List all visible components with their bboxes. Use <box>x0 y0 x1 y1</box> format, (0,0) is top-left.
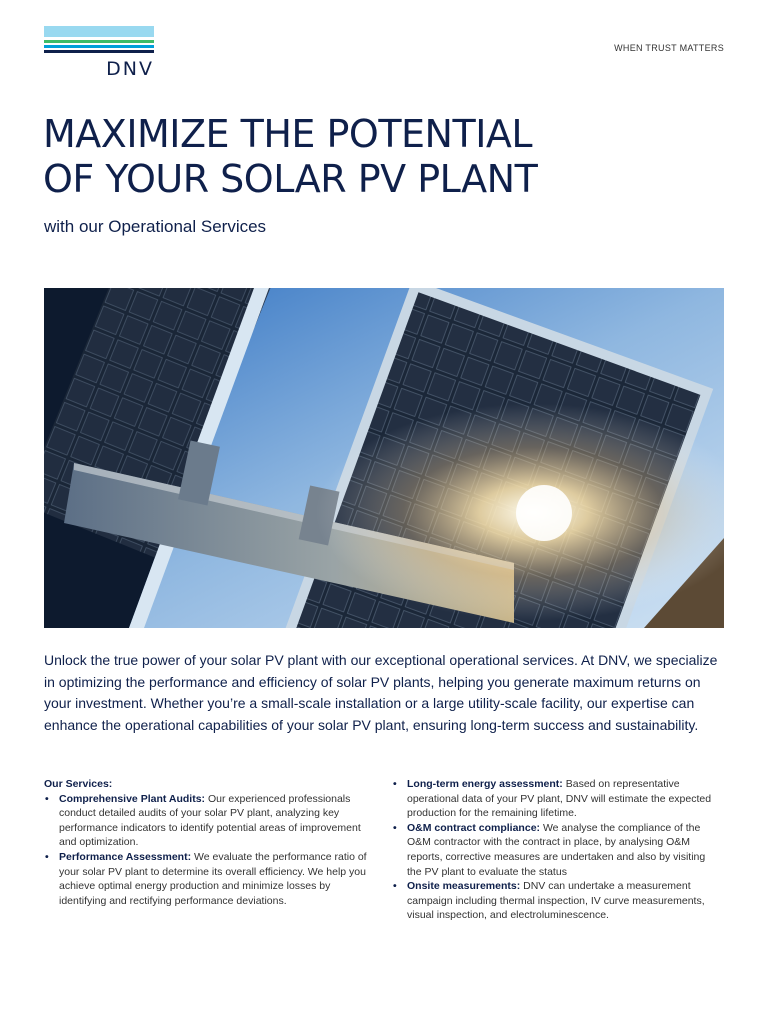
logo-bar-green <box>44 40 154 43</box>
subtitle: with our Operational Services <box>44 217 267 236</box>
services-list-left <box>44 792 374 909</box>
service-text: We analyse the compliance of the O&M contractor with the contract in place, by analysing O&M reports, corrective measures are undertaken and also by visiting the PV plant to evaluate the status <box>407 821 706 878</box>
service-text: Our experienced professionals conduct detailed audits of your solar PV plant, analyzing key performance indicators to identify potential areas of improvement and optimization. <box>59 792 361 849</box>
services-heading: Our Services: <box>44 778 113 790</box>
service-term: Long-term energy assessment: <box>407 778 563 790</box>
service-text: Based on representative operational data of your PV plant, DNV will estimate the expected production for the remaining lifetime. <box>407 778 712 820</box>
service-term: O&M contract compliance: <box>407 821 541 834</box>
service-item-onsite-measurements <box>392 879 722 923</box>
services-column-left <box>44 777 374 908</box>
service-term: Performance Assessment: <box>59 850 192 863</box>
title-line-2: OF YOUR SOLAR PV PLANT <box>43 157 538 201</box>
logo-bar-sky <box>44 26 154 37</box>
service-term: Onsite measurements: <box>407 880 521 893</box>
service-item-om-compliance <box>392 821 722 879</box>
page-title <box>43 112 537 202</box>
service-item-energy-assessment <box>392 777 722 821</box>
tagline: WHEN TRUST MATTERS <box>614 43 724 53</box>
service-text: We evaluate the performance ratio of your solar PV plant to determine its overall efficiency. We help you achieve optimal energy production and minimize losses by identifying and rectifying performance deviations. <box>59 850 367 907</box>
solar-panel-illustration <box>44 288 724 628</box>
hero-image-solar-panels <box>44 288 724 628</box>
intro-paragraph: Unlock the true power of your solar PV plant with our exceptional operational services. At DNV, we specialize in optimizing the performance and efficiency of solar PV plants, helping you generate maximum returns on your investment. Whether you’re a small-scale installation or a large utility-scale facility, our expertise can enhance the operational capabilities of your solar PV plant, ensuring long-term success and sustainability. <box>44 652 718 734</box>
logo-bar-navy <box>44 50 154 53</box>
logo-wordmark: DNV <box>106 58 154 80</box>
dnv-logo <box>44 26 154 80</box>
service-item-performance-assessment <box>44 850 374 908</box>
services-list-right <box>392 777 722 923</box>
service-term: Comprehensive Plant Audits: <box>59 792 206 805</box>
service-item-plant-audits <box>44 792 374 850</box>
logo-bar-blue <box>44 45 154 48</box>
service-text: DNV can undertake a measurement campaign including thermal inspection, IV curve measurements, visual inspection, and electroluminescence. <box>407 880 705 922</box>
title-line-1: MAXIMIZE THE POTENTIAL <box>43 112 533 156</box>
services-column-right <box>392 777 722 923</box>
